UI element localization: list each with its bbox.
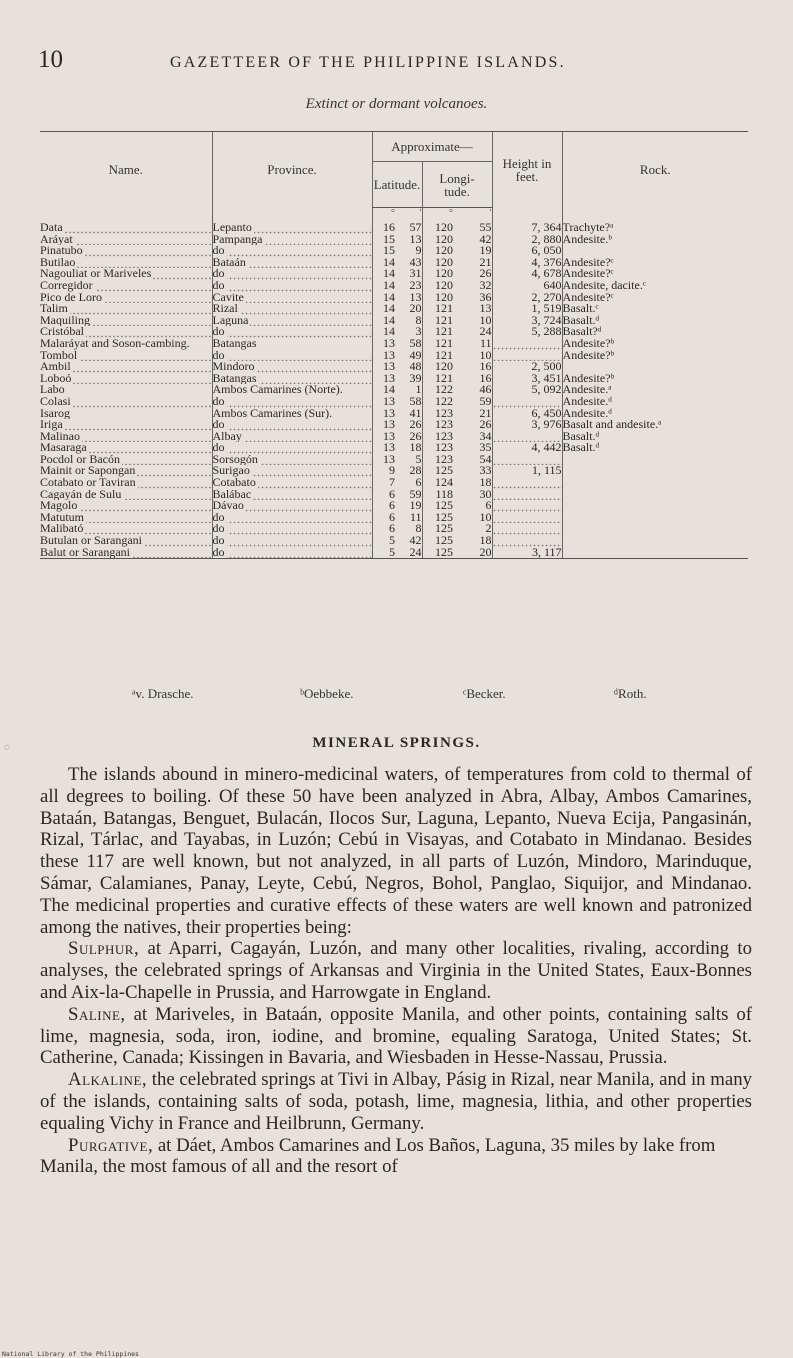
volcano-name: Mainit or Sapongan: [40, 465, 212, 477]
rock-type: Andesite?ᵇ: [562, 338, 748, 350]
paragraph-lead: Purgative,: [68, 1134, 154, 1156]
longitude-degrees: 123: [422, 442, 453, 454]
units-row: [40, 208, 748, 223]
height-feet: [492, 489, 562, 501]
longitude-minutes: 54: [479, 453, 492, 466]
latitude-degrees: 6: [372, 489, 395, 501]
volcanoes-table: [40, 131, 748, 559]
running-head: GAZETTEER OF THE PHILIPPINE ISLANDS.: [170, 54, 566, 71]
longitude-degrees: 123: [422, 419, 453, 431]
longitude-minutes: 42: [479, 233, 492, 246]
volcano-name: Masaraga: [40, 442, 212, 454]
longitude-degrees: 120: [422, 234, 453, 246]
header-rock: Rock.: [562, 132, 748, 208]
latitude-minutes: 13: [409, 233, 422, 246]
height-feet: 3, 451: [492, 373, 562, 385]
province: do: [212, 396, 372, 408]
volcano-name: Magolo: [40, 500, 212, 512]
header-longitude: Longi-tude.: [422, 162, 492, 208]
latitude-degrees: 13: [372, 338, 395, 350]
table-row: [40, 303, 748, 315]
latitude-minutes: 24: [395, 547, 422, 559]
table-row: [40, 234, 748, 246]
longitude-minutes: 2: [485, 523, 492, 536]
table-row: [40, 408, 748, 420]
margin-mark: ◌: [4, 742, 10, 753]
province: do: [212, 523, 372, 535]
province: Batangas: [212, 338, 372, 350]
province: do: [212, 350, 372, 362]
rock-type: [562, 245, 748, 257]
latitude-minutes: 26: [409, 430, 422, 443]
rock-type: Andesite.ᵈ: [562, 408, 748, 420]
latitude-degrees: 13: [372, 431, 395, 443]
minute-symbol: ′: [489, 208, 492, 219]
table-row: [40, 384, 748, 396]
longitude-minutes: 34: [479, 430, 492, 443]
degree-symbol: °: [372, 208, 395, 223]
latitude-degrees: 14: [372, 280, 395, 292]
table-row: [40, 280, 748, 292]
rock-type: [562, 512, 748, 524]
longitude-degrees: 125: [422, 535, 453, 547]
table-row: [40, 535, 748, 547]
volcano-name: Ambil: [40, 361, 212, 373]
latitude-degrees: 9: [372, 465, 395, 477]
table-row: [40, 338, 748, 350]
longitude-minutes: 6: [485, 500, 492, 512]
latitude-degrees: 6: [372, 523, 395, 535]
rock-type: [562, 361, 748, 373]
latitude-minutes: 18: [409, 442, 422, 454]
latitude-degrees: 15: [372, 234, 395, 246]
table-row: [40, 257, 748, 269]
volcano-name: Balut or Sarangani: [40, 547, 212, 559]
province: do: [212, 419, 372, 431]
header-height: Height in feet.: [492, 132, 562, 208]
province: Batangas: [212, 373, 372, 385]
volcano-name: Matutum: [40, 512, 212, 524]
header-latitude: Latitude.: [372, 162, 422, 208]
footnote: ᵈRoth.: [614, 686, 647, 701]
rock-type: Andesite.ᵈ: [562, 396, 748, 408]
latitude-minutes: 42: [409, 535, 422, 547]
longitude-minutes: 30: [479, 488, 492, 501]
longitude-degrees: 120: [422, 257, 453, 269]
volcano-name: Tombol: [40, 350, 212, 362]
volcano-name: Aráyat: [40, 234, 212, 246]
longitude-degrees: 123: [422, 431, 453, 443]
library-note: National Library of the Philippines: [2, 1350, 139, 1358]
table-row: [40, 547, 748, 559]
header-approximate: Approximate—: [372, 132, 492, 162]
latitude-degrees: 13: [372, 442, 395, 454]
latitude-minutes: 6: [415, 477, 422, 489]
longitude-degrees: 120: [422, 280, 453, 292]
rock-type: [562, 477, 748, 489]
latitude-degrees: 5: [372, 547, 395, 559]
longitude-minutes: 33: [479, 465, 492, 478]
rock-type: Andesite?ᶜ: [562, 257, 748, 269]
longitude-minutes: 20: [453, 547, 492, 559]
table-row: [40, 315, 748, 327]
paragraph: Sulphur, at Aparri, Cagayán, Luzón, and many other localities, rivaling, according to analyses, the celebrated springs of Arkansas and Virginia in the United States, Eaux-Bonnes and Aix-la-Chapelle in Prussia, and Harrowgate in England.: [40, 938, 752, 1003]
volcano-name: Nagouliat or Mariveles: [40, 268, 212, 280]
paragraph: Alkaline, the celebrated springs at Tivi in Albay, Pásig in Rizal, near Manila, and in many of the islands, containing salts of soda, potash, lime, magnesia, lithia, and other properties equaling Vichy in France and Heilbrunn, Germany.: [40, 1069, 752, 1134]
volcano-name: Pinatubo: [40, 245, 212, 257]
volcano-name: Talim: [40, 303, 212, 315]
latitude-minutes: 49: [409, 349, 422, 362]
latitude-degrees: 13: [372, 350, 395, 362]
height-feet: 3, 117: [492, 547, 562, 559]
footnote: ᵃv. Drasche.: [132, 686, 194, 701]
rock-type: Andesite?ᶜ: [562, 268, 748, 280]
table-row: [40, 512, 748, 524]
latitude-minutes: 26: [409, 419, 422, 431]
height-feet: [492, 523, 562, 535]
height-feet: 3, 724: [492, 315, 562, 327]
longitude-degrees: 122: [422, 384, 453, 396]
province: do: [212, 442, 372, 454]
height-feet: 640: [492, 280, 562, 292]
paragraph-lead: Sulphur,: [68, 938, 140, 960]
height-feet: [492, 454, 562, 466]
volcano-name: Pocdol or Bacón: [40, 454, 212, 466]
longitude-minutes: 10: [479, 349, 492, 362]
height-feet: 2, 500: [492, 361, 562, 373]
longitude-minutes: 10: [479, 511, 492, 524]
volcano-name: Colasi: [40, 396, 212, 408]
province: Ambos Camarines (Sur).: [212, 408, 372, 420]
rock-type: Basalt.ᵈ: [562, 315, 748, 327]
volcano-name: Isarog: [40, 407, 70, 420]
longitude-degrees: 120: [422, 245, 453, 257]
longitude-degrees: 125: [422, 465, 453, 477]
degree-symbol: °: [422, 208, 453, 223]
rock-type: [562, 535, 748, 547]
height-feet: 5, 092: [492, 384, 562, 396]
latitude-minutes: 11: [409, 511, 422, 524]
longitude-degrees: 121: [422, 338, 453, 350]
rock-type: Andesite?ᵇ: [562, 373, 748, 385]
longitude-minutes: 16: [479, 361, 492, 373]
province: Mindoro: [212, 361, 372, 373]
volcano-name: Data: [40, 222, 212, 234]
longitude-degrees: 118: [422, 489, 453, 501]
volcano-name: Pico de Loro: [40, 292, 212, 304]
latitude-degrees: 14: [372, 292, 395, 304]
province: do: [212, 245, 372, 257]
rock-type: Basalt.ᶜ: [562, 303, 748, 315]
rock-type: Basalt.ᵈ: [562, 431, 748, 443]
latitude-degrees: 16: [372, 222, 395, 234]
table-row: [40, 396, 748, 408]
height-feet: 6, 450: [492, 408, 562, 420]
latitude-minutes: 41: [409, 407, 422, 420]
longitude-minutes: 32: [479, 279, 492, 292]
latitude-degrees: 5: [372, 535, 395, 547]
latitude-minutes: 23: [409, 279, 422, 292]
height-feet: [492, 500, 562, 512]
volcano-name: Butilao: [40, 257, 212, 269]
latitude-degrees: 13: [372, 454, 395, 466]
latitude-minutes: 58: [409, 395, 422, 408]
table-row: [40, 489, 748, 501]
latitude-minutes: 31: [409, 268, 422, 280]
page-number: 10: [38, 46, 63, 73]
longitude-minutes: 16: [479, 372, 492, 385]
latitude-minutes: 1: [415, 384, 422, 396]
latitude-minutes: 8: [415, 314, 422, 327]
volcano-name: Cagayán de Sulu: [40, 489, 212, 501]
longitude-minutes: 18: [479, 535, 492, 547]
longitude-degrees: 122: [422, 396, 453, 408]
section-title: MINERAL SPRINGS.: [312, 735, 481, 751]
longitude-degrees: 125: [422, 547, 453, 559]
latitude-degrees: 14: [372, 303, 395, 315]
volcano-name: Iriga: [40, 419, 212, 431]
table-row: [40, 500, 748, 512]
rock-type: Andesite.ᵇ: [562, 234, 748, 246]
volcano-name: Corregidor: [40, 280, 212, 292]
province: Dávao: [212, 500, 372, 512]
province: Laguna: [212, 315, 372, 327]
table-row: [40, 373, 748, 385]
body-text: [40, 764, 752, 1178]
latitude-degrees: 15: [372, 245, 395, 257]
latitude-minutes: 9: [415, 245, 422, 257]
height-feet: [492, 477, 562, 489]
longitude-degrees: 125: [422, 523, 453, 535]
volcano-name: Maquiling: [40, 315, 212, 327]
rock-type: Andesite.ᵃ: [562, 384, 748, 396]
height-feet: 1, 519: [492, 303, 562, 315]
paragraph: Saline, at Mariveles, in Bataán, opposite Manila, and other points, containing salts of lime, magnesia, soda, iron, iodine, and bromine, equaling Saratoga, United States; St. Catherine, Canada; Kissingen in Bavaria, and Wiesbaden in Hesse-Nassau, Prussia.: [40, 1003, 752, 1069]
table-row: [40, 442, 748, 454]
volcano-name: Malibató: [40, 523, 212, 535]
province: Rizal: [212, 303, 372, 315]
latitude-degrees: 14: [372, 326, 395, 338]
minute-symbol: ′: [419, 208, 422, 219]
province: do: [212, 268, 372, 280]
rock-type: [562, 500, 748, 512]
header-province: Province.: [212, 132, 372, 208]
table-row: [40, 245, 748, 257]
latitude-minutes: 58: [409, 337, 422, 350]
rock-type: [562, 523, 748, 535]
longitude-degrees: 125: [422, 500, 453, 512]
volcano-name: Cristóbal: [40, 326, 212, 338]
footnote: ᵇOebbeke.: [300, 686, 354, 701]
height-feet: 4, 678: [492, 268, 562, 280]
longitude-minutes: 59: [479, 395, 492, 408]
rock-type: Andesite?ᶜ: [562, 292, 748, 304]
volcano-name: Loboó: [40, 373, 212, 385]
longitude-degrees: 121: [422, 315, 453, 327]
latitude-degrees: 13: [372, 396, 395, 408]
height-feet: 4, 376: [492, 257, 562, 269]
latitude-degrees: 6: [372, 512, 395, 524]
longitude-degrees: 121: [422, 373, 453, 385]
latitude-minutes: 28: [409, 465, 422, 478]
latitude-degrees: 13: [372, 361, 395, 373]
province: do: [212, 547, 372, 559]
province: do: [212, 512, 372, 524]
longitude-degrees: 123: [422, 454, 453, 466]
latitude-minutes: 57: [409, 222, 422, 234]
table-row: [40, 477, 748, 489]
longitude-minutes: 13: [479, 303, 492, 315]
latitude-degrees: 14: [372, 384, 395, 396]
rock-type: [562, 454, 748, 466]
province: Pampanga: [212, 234, 372, 246]
rock-type: Basalt?ᵈ: [562, 326, 748, 338]
table-title: Extinct or dormant volcanoes.: [305, 96, 488, 112]
province: Lepanto: [212, 222, 372, 234]
height-feet: [492, 512, 562, 524]
latitude-degrees: 14: [372, 257, 395, 269]
latitude-minutes: 48: [409, 361, 422, 373]
longitude-degrees: 124: [422, 477, 453, 489]
table-row: [40, 326, 748, 338]
volcano-name: Butulan or Sarangani: [40, 535, 212, 547]
header-name: Name.: [40, 132, 212, 208]
longitude-degrees: 125: [422, 512, 453, 524]
height-feet: 4, 442: [492, 442, 562, 454]
province: Balábac: [212, 489, 372, 501]
longitude-minutes: 10: [479, 314, 492, 327]
table-row: [40, 222, 748, 234]
province: Ambos Camarines (Norte).: [212, 384, 372, 396]
province: do: [212, 535, 372, 547]
latitude-degrees: 14: [372, 268, 395, 280]
longitude-minutes: 18: [479, 477, 492, 489]
latitude-minutes: 20: [409, 303, 422, 315]
province: do: [212, 326, 372, 338]
table-row: [40, 465, 748, 477]
latitude-minutes: 43: [409, 256, 422, 269]
height-feet: [492, 431, 562, 443]
province: do: [212, 280, 372, 292]
longitude-minutes: 55: [479, 222, 492, 234]
latitude-minutes: 59: [409, 488, 422, 501]
longitude-minutes: 21: [479, 256, 492, 269]
longitude-minutes: 19: [479, 245, 492, 257]
latitude-degrees: 13: [372, 373, 395, 385]
longitude-degrees: 121: [422, 350, 453, 362]
table-row: [40, 431, 748, 443]
rock-type: Andesite, dacite.ᶜ: [562, 280, 748, 292]
longitude-degrees: 120: [422, 222, 453, 234]
rock-type: Basalt and andesite.ᵃ: [562, 419, 748, 431]
latitude-minutes: 8: [415, 523, 422, 536]
longitude-degrees: 120: [422, 361, 453, 373]
rock-type: [562, 547, 748, 559]
height-feet: [492, 338, 562, 350]
paragraph: The islands abound in minero-medicinal waters, of temperatures from cold to thermal of all degrees to boiling. Of these 50 have been analyzed in Abra, Albay, Ambos Camarines, Bataán, Batangas, Benguet, Bulacán, Ilocos Sur, Laguna, Lepanto, Nueva Ecija, Pangasinán, Rizal, Tárlac, and Tayabas, in Luzón; Cebú in Visayas, and Cotabato in Mindanao. Besides these 117 are well known, but not analyzed, in all parts of Luzón, Mindoro, Marinduque, Sámar, Calamianes, Panay, Leyte, Cebú, Negros, Bohol, Panglao, Siquijor, and Mindanao. The medicinal properties and curative effects of these waters are well known and patronized among the natives, their properties being:: [40, 764, 752, 938]
province: Albay: [212, 431, 372, 443]
height-feet: 1, 115: [492, 465, 562, 477]
longitude-minutes: 26: [479, 419, 492, 431]
longitude-minutes: 24: [479, 326, 492, 338]
longitude-degrees: 120: [422, 292, 453, 304]
latitude-minutes: 5: [415, 453, 422, 466]
rock-type: Andesite?ᵇ: [562, 350, 748, 362]
table-row: [40, 419, 748, 431]
latitude-degrees: 7: [372, 477, 395, 489]
longitude-degrees: 121: [422, 303, 453, 315]
height-feet: 5, 288: [492, 326, 562, 338]
table-row: [40, 523, 748, 535]
longitude-minutes: 26: [479, 268, 492, 280]
latitude-degrees: 13: [372, 419, 395, 431]
latitude-degrees: 14: [372, 315, 395, 327]
longitude-minutes: 11: [479, 337, 492, 350]
height-feet: 2, 880: [492, 234, 562, 246]
rock-type: [562, 489, 748, 501]
volcano-name: Cotabato or Taviran: [40, 477, 212, 489]
province: Surigao: [212, 465, 372, 477]
longitude-degrees: 123: [422, 408, 453, 420]
height-feet: 6, 050: [492, 245, 562, 257]
volcano-name: Malinao: [40, 431, 212, 443]
province: Bataán: [212, 257, 372, 269]
province: Cavite: [212, 292, 372, 304]
latitude-minutes: 13: [409, 291, 422, 304]
table-row: [40, 350, 748, 362]
longitude-degrees: 120: [422, 268, 453, 280]
paragraph-lead: Saline,: [68, 1003, 126, 1025]
province: Sorsogón: [212, 454, 372, 466]
longitude-minutes: 46: [479, 384, 492, 396]
latitude-minutes: 3: [415, 326, 422, 338]
table-row: [40, 268, 748, 280]
rock-type: Basalt.ᵈ: [562, 442, 748, 454]
province: Cotabato: [212, 477, 372, 489]
paragraph-lead: Alkaline,: [68, 1069, 148, 1091]
rock-type: [562, 465, 748, 477]
height-feet: 7, 364: [492, 222, 562, 234]
volcanoes-table-body: [40, 208, 748, 559]
height-feet: [492, 350, 562, 362]
footnote: ᶜBecker.: [463, 686, 506, 701]
height-feet: [492, 535, 562, 547]
longitude-degrees: 121: [422, 326, 453, 338]
latitude-degrees: 13: [372, 408, 395, 420]
height-feet: 2, 270: [492, 292, 562, 304]
paragraph: Purgative, at Dáet, Ambos Camarines and Los Baños, Laguna, 35 miles by lake from Manila, the most famous of all and the resort of: [40, 1134, 716, 1178]
latitude-minutes: 39: [409, 372, 422, 385]
latitude-minutes: 19: [409, 500, 422, 512]
longitude-minutes: 35: [479, 442, 492, 454]
volcano-name: Labo: [40, 384, 65, 396]
table-row: [40, 361, 748, 373]
longitude-minutes: 36: [479, 291, 492, 304]
volcano-name: Malaráyat and Soson-cambing.: [40, 337, 190, 350]
height-feet: 3, 976: [492, 419, 562, 431]
rock-type: Trachyte?ᵃ: [562, 222, 748, 234]
latitude-degrees: 6: [372, 500, 395, 512]
table-row: [40, 454, 748, 466]
longitude-minutes: 21: [479, 407, 492, 420]
table-row: [40, 292, 748, 304]
height-feet: [492, 396, 562, 408]
